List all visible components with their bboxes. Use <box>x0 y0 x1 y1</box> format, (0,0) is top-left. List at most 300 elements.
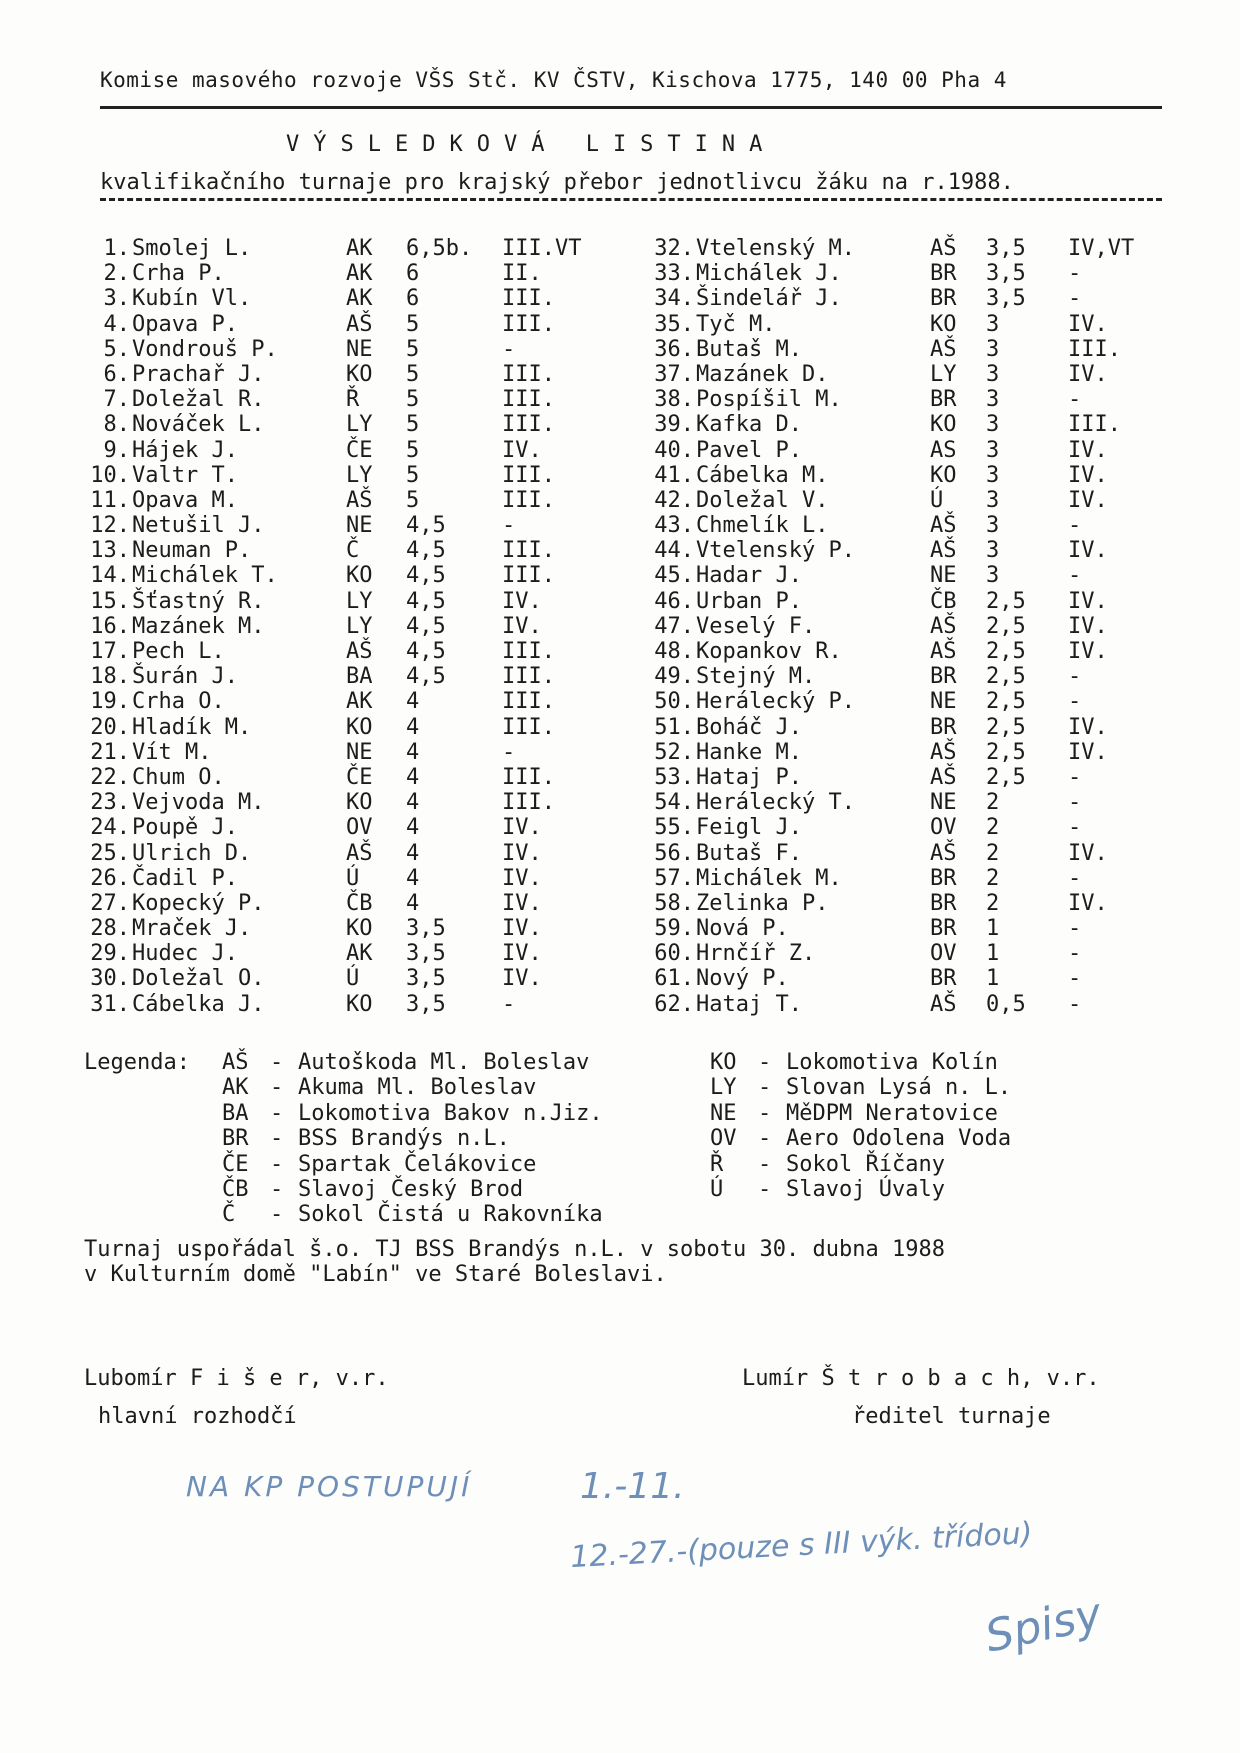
class: III. <box>502 639 555 664</box>
rank: 8. <box>103 412 130 438</box>
player-name: Cábelka J. <box>132 991 265 1017</box>
document-title: VÝSLEDKOVÁ LISTINA <box>286 132 777 157</box>
club-code: AK <box>346 261 373 287</box>
player-name: Prachař J. <box>132 361 265 387</box>
player-name: Šurán J. <box>132 664 238 690</box>
legend-text: Lokomotiva Bakov n.Jiz. <box>298 1100 603 1126</box>
points: 4,5 <box>406 613 446 639</box>
player-name: Opava P. <box>132 311 238 337</box>
rank: 4. <box>103 311 130 337</box>
legend-dash: - <box>270 1126 284 1152</box>
document-subtitle: kvalifikačního turnaje pro krajský přebor jednotlivcu žáku na r.1988. <box>100 170 1014 195</box>
legend-dash: - <box>270 1075 284 1101</box>
points: 3 <box>986 361 1000 387</box>
points: 4 <box>406 764 420 790</box>
club-code: KO <box>930 462 957 488</box>
club-code: LY <box>930 361 957 387</box>
points: 4 <box>406 840 420 866</box>
rank: 60. <box>654 941 694 967</box>
club-code: Č <box>346 538 360 564</box>
legend-code: NE <box>710 1100 737 1126</box>
handwritten-note-b: 1.-11. <box>580 1466 685 1507</box>
player-name: Hladík M. <box>132 714 252 740</box>
points: 3 <box>986 487 1000 513</box>
club-code: LY <box>346 613 373 639</box>
points: 4 <box>406 790 420 816</box>
rank: 16. <box>90 613 130 639</box>
player-name: Vejvoda M. <box>132 790 265 816</box>
class: III. <box>502 487 555 513</box>
club-code: NE <box>346 513 373 539</box>
club-code: ČB <box>346 890 373 916</box>
points: 3,5 <box>986 286 1026 312</box>
class: IV. <box>502 916 542 942</box>
club-code: KO <box>346 361 373 387</box>
class: - <box>1068 764 1082 790</box>
class: III. <box>1068 336 1121 362</box>
points: 3,5 <box>406 916 446 942</box>
signature-left-role: hlavní rozhodčí <box>98 1404 297 1429</box>
player-name: Mraček J. <box>132 916 252 942</box>
rank: 12. <box>90 513 130 539</box>
class: III. <box>502 538 555 564</box>
player-name: Michálek M. <box>696 865 842 891</box>
class: III. <box>1068 412 1121 438</box>
points: 4 <box>406 890 420 916</box>
rank: 57. <box>654 865 694 891</box>
club-code: AŠ <box>346 487 373 513</box>
rank: 52. <box>654 739 694 765</box>
points: 4 <box>406 739 420 765</box>
player-name: Tyč M. <box>696 311 776 337</box>
player-name: Crha O. <box>132 689 225 715</box>
legend-code: AŠ <box>222 1050 249 1075</box>
class: - <box>1068 966 1082 992</box>
rank: 46. <box>654 588 694 614</box>
rank: 25. <box>90 840 130 866</box>
points: 5 <box>406 336 420 362</box>
points: 1 <box>986 941 1000 967</box>
rank: 47. <box>654 613 694 639</box>
legend-code: AK <box>222 1075 249 1101</box>
class: III. <box>502 563 555 589</box>
points: 1 <box>986 966 1000 992</box>
rank: 2. <box>103 261 130 287</box>
class: - <box>502 513 516 539</box>
points: 6,5b. <box>406 236 473 261</box>
legend-code: OV <box>710 1126 737 1152</box>
rank: 26. <box>90 865 130 891</box>
club-code: AŠ <box>930 513 957 539</box>
class: - <box>1068 261 1082 287</box>
points: 6 <box>406 286 420 312</box>
club-code: BR <box>930 387 957 413</box>
class: IV. <box>502 865 542 891</box>
player-name: Vít M. <box>132 739 212 765</box>
points: 4 <box>406 714 420 740</box>
player-name: Boháč J. <box>696 714 802 740</box>
class: IV. <box>502 890 542 916</box>
rank: 50. <box>654 689 694 715</box>
points: 3,5 <box>406 966 446 992</box>
points: 5 <box>406 412 420 438</box>
rank: 33. <box>654 261 694 287</box>
class: III. <box>502 462 555 488</box>
rank: 19. <box>90 689 130 715</box>
legend-text: Akuma Ml. Boleslav <box>298 1075 537 1101</box>
player-name: Hataj P. <box>696 764 802 790</box>
club-code: BR <box>930 664 957 690</box>
class: IV. <box>502 941 542 967</box>
class: - <box>502 739 516 765</box>
class: IV. <box>1068 639 1108 664</box>
legend-dash: - <box>270 1202 284 1228</box>
club-code: Ú <box>346 966 360 992</box>
points: 3 <box>986 311 1000 337</box>
player-name: Stejný M. <box>696 664 816 690</box>
player-name: Smolej L. <box>132 236 252 261</box>
player-name: Pavel P. <box>696 437 802 463</box>
points: 2,5 <box>986 664 1026 690</box>
rank: 30. <box>90 966 130 992</box>
club-code: NE <box>930 689 957 715</box>
player-name: Vondrouš P. <box>132 336 278 362</box>
legend-text: Sokol Říčany <box>786 1151 945 1177</box>
legend-label: Legenda: <box>84 1050 190 1075</box>
rank: 53. <box>654 764 694 790</box>
points: 5 <box>406 361 420 387</box>
legend-text: MěDPM Neratovice <box>786 1100 998 1126</box>
club-code: AŠ <box>930 739 957 765</box>
dashed-rule <box>100 198 1162 201</box>
player-name: Šindelář J. <box>696 286 842 312</box>
club-code: LY <box>346 462 373 488</box>
player-name: Neuman P. <box>132 538 252 564</box>
class: - <box>1068 865 1082 891</box>
rank: 38. <box>654 387 694 413</box>
points: 4 <box>406 815 420 841</box>
player-name: Veselý F. <box>696 613 816 639</box>
rank: 14. <box>90 563 130 589</box>
points: 2 <box>986 815 1000 841</box>
player-name: Chmelík L. <box>696 513 829 539</box>
rank: 7. <box>103 387 130 413</box>
header-rule <box>100 106 1162 109</box>
rank: 39. <box>654 412 694 438</box>
points: 5 <box>406 437 420 463</box>
rank: 22. <box>90 764 130 790</box>
rank: 45. <box>654 563 694 589</box>
points: 3 <box>986 563 1000 589</box>
points: 0,5 <box>986 991 1026 1017</box>
class: IV. <box>502 966 542 992</box>
rank: 43. <box>654 513 694 539</box>
player-name: Kopankov R. <box>696 639 842 664</box>
rank: 32. <box>654 236 694 261</box>
class: - <box>1068 387 1082 413</box>
legend-code: LY <box>710 1075 737 1101</box>
club-code: KO <box>930 412 957 438</box>
player-name: Kopecký P. <box>132 890 265 916</box>
legend-dash: - <box>758 1100 772 1126</box>
legend-text: Slovan Lysá n. L. <box>786 1075 1012 1101</box>
club-code: NE <box>346 336 373 362</box>
points: 2 <box>986 865 1000 891</box>
club-code: ČE <box>346 764 373 790</box>
class: IV. <box>502 437 542 463</box>
player-name: Crha P. <box>132 261 225 287</box>
class: IV. <box>1068 487 1108 513</box>
player-name: Pospíšil M. <box>696 387 842 413</box>
rank: 15. <box>90 588 130 614</box>
legend-code: Č <box>222 1202 236 1228</box>
club-code: AŠ <box>930 639 957 664</box>
points: 4,5 <box>406 538 446 564</box>
legend-dash: - <box>758 1050 772 1075</box>
points: 3 <box>986 336 1000 362</box>
rank: 28. <box>90 916 130 942</box>
header-address: Komise masového rozvoje VŠS Stč. KV ČSTV, Kischova 1775, 140 00 Pha 4 <box>100 68 1007 92</box>
class: IV. <box>1068 739 1108 765</box>
player-name: Vtelenský M. <box>696 236 855 261</box>
rank: 27. <box>90 890 130 916</box>
club-code: AŠ <box>346 840 373 866</box>
rank: 56. <box>654 840 694 866</box>
rank: 58. <box>654 890 694 916</box>
class: IV. <box>1068 714 1108 740</box>
rank: 3. <box>103 286 130 312</box>
club-code: NE <box>930 790 957 816</box>
class: IV. <box>1068 361 1108 387</box>
club-code: KO <box>346 790 373 816</box>
rank: 40. <box>654 437 694 463</box>
rank: 51. <box>654 714 694 740</box>
club-code: AŠ <box>930 236 957 261</box>
legend-text: Aero Odolena Voda <box>786 1126 1012 1152</box>
legend-text: Lokomotiva Kolín <box>786 1050 998 1075</box>
points: 6 <box>406 261 420 287</box>
note-line-1: Turnaj uspořádal š.o. TJ BSS Brandýs n.L. v sobotu 30. dubna 1988 <box>84 1237 945 1262</box>
points: 2 <box>986 890 1000 916</box>
class: III. <box>502 286 555 312</box>
points: 5 <box>406 311 420 337</box>
rank: 61. <box>654 966 694 992</box>
points: 4,5 <box>406 563 446 589</box>
rank: 18. <box>90 664 130 690</box>
legend-code: ČB <box>222 1176 249 1202</box>
club-code: AK <box>346 689 373 715</box>
club-code: AŠ <box>930 336 957 362</box>
points: 3 <box>986 538 1000 564</box>
class: III.VT <box>502 236 582 261</box>
rank: 24. <box>90 815 130 841</box>
club-code: AŠ <box>346 311 373 337</box>
class: IV. <box>1068 613 1108 639</box>
class: III. <box>502 361 555 387</box>
player-name: Mazánek D. <box>696 361 829 387</box>
points: 3 <box>986 462 1000 488</box>
player-name: Butaš F. <box>696 840 802 866</box>
class: III. <box>502 714 555 740</box>
class: IV. <box>1068 437 1108 463</box>
club-code: AŠ <box>930 538 957 564</box>
rank: 17. <box>90 639 130 664</box>
player-name: Hanke M. <box>696 739 802 765</box>
handwritten-note-line2: 12.-27.-(pouze s III výk. třídou) <box>569 1515 1034 1576</box>
rank: 55. <box>654 815 694 841</box>
legend-dash: - <box>758 1126 772 1152</box>
club-code: BA <box>346 664 373 690</box>
club-code: AŠ <box>930 991 957 1017</box>
player-name: Doležal O. <box>132 966 265 992</box>
points: 2 <box>986 840 1000 866</box>
club-code: LY <box>346 412 373 438</box>
rank: 59. <box>654 916 694 942</box>
class: - <box>502 991 516 1017</box>
rank: 1. <box>103 236 130 261</box>
club-code: AS <box>930 437 957 463</box>
rank: 36. <box>654 336 694 362</box>
player-name: Valtr T. <box>132 462 238 488</box>
legend-code: ČE <box>222 1151 249 1177</box>
legend-code: BA <box>222 1100 249 1126</box>
points: 3,5 <box>406 991 446 1017</box>
rank: 20. <box>90 714 130 740</box>
player-name: Nová P. <box>696 916 789 942</box>
rank: 44. <box>654 538 694 564</box>
club-code: LY <box>346 588 373 614</box>
player-name: Zelinka P. <box>696 890 829 916</box>
points: 2,5 <box>986 588 1026 614</box>
class: IV. <box>1068 890 1108 916</box>
class: III. <box>502 764 555 790</box>
class: - <box>1068 689 1082 715</box>
legend-dash: - <box>270 1176 284 1202</box>
club-code: OV <box>930 941 957 967</box>
points: 1 <box>986 916 1000 942</box>
points: 4,5 <box>406 639 446 664</box>
points: 2,5 <box>986 764 1026 790</box>
player-name: Michálek T. <box>132 563 278 589</box>
club-code: ČB <box>930 588 957 614</box>
class: IV. <box>502 588 542 614</box>
player-name: Doležal V. <box>696 487 829 513</box>
club-code: AK <box>346 236 373 261</box>
club-code: Ú <box>930 487 944 513</box>
club-code: AŠ <box>930 613 957 639</box>
tournament-note <box>84 1237 945 1287</box>
player-name: Urban P. <box>696 588 802 614</box>
legend-text: Sokol Čistá u Rakovníka <box>298 1202 603 1228</box>
points: 5 <box>406 487 420 513</box>
signature-right-name: Lumír Š t r o b a c h, v.r. <box>742 1366 1100 1391</box>
rank: 11. <box>90 487 130 513</box>
rank: 48. <box>654 639 694 664</box>
player-name: Opava M. <box>132 487 238 513</box>
points: 5 <box>406 462 420 488</box>
club-code: AK <box>346 941 373 967</box>
player-name: Ulrich D. <box>132 840 252 866</box>
rank: 23. <box>90 790 130 816</box>
club-code: OV <box>930 815 957 841</box>
player-name: Herálecký P. <box>696 689 855 715</box>
legend-code: BR <box>222 1126 249 1152</box>
rank: 42. <box>654 487 694 513</box>
class: IV. <box>1068 840 1108 866</box>
club-code: AŠ <box>930 840 957 866</box>
legend-text: BSS Brandýs n.L. <box>298 1126 510 1152</box>
rank: 62. <box>654 991 694 1017</box>
rank: 54. <box>654 790 694 816</box>
rank: 10. <box>90 462 130 488</box>
club-code: BR <box>930 286 957 312</box>
class: III. <box>502 387 555 413</box>
class: III. <box>502 689 555 715</box>
player-name: Netušil J. <box>132 513 265 539</box>
club-code: KO <box>346 916 373 942</box>
points: 3 <box>986 387 1000 413</box>
rank: 5. <box>103 336 130 362</box>
handwritten-signature: Spisy <box>980 1588 1107 1663</box>
player-name: Hadar J. <box>696 563 802 589</box>
rank: 6. <box>103 361 130 387</box>
legend-dash: - <box>758 1176 772 1202</box>
class: IV,VT <box>1068 236 1135 261</box>
club-code: BR <box>930 966 957 992</box>
club-code: ČE <box>346 437 373 463</box>
class: IV. <box>1068 588 1108 614</box>
class: - <box>502 336 516 362</box>
class: III. <box>502 664 555 690</box>
player-name: Herálecký T. <box>696 790 855 816</box>
rank: 9. <box>103 437 130 463</box>
legend-dash: - <box>758 1151 772 1177</box>
legend-dash: - <box>270 1151 284 1177</box>
club-code: Ř <box>346 387 360 413</box>
legend-code: Ú <box>710 1176 724 1202</box>
class: IV. <box>1068 311 1108 337</box>
class: IV. <box>1068 462 1108 488</box>
rank: 41. <box>654 462 694 488</box>
points: 5 <box>406 387 420 413</box>
class: - <box>1068 563 1082 589</box>
club-code: NE <box>930 563 957 589</box>
club-code: KO <box>346 714 373 740</box>
points: 2,5 <box>986 739 1026 765</box>
player-name: Hudec J. <box>132 941 238 967</box>
points: 3 <box>986 437 1000 463</box>
points: 2,5 <box>986 639 1026 664</box>
rank: 35. <box>654 311 694 337</box>
points: 4 <box>406 689 420 715</box>
class: - <box>1068 513 1082 539</box>
rank: 49. <box>654 664 694 690</box>
player-name: Poupě J. <box>132 815 238 841</box>
class: - <box>1068 664 1082 690</box>
points: 3,5 <box>406 941 446 967</box>
legend-dash: - <box>270 1050 284 1075</box>
rank: 34. <box>654 286 694 312</box>
class: III. <box>502 311 555 337</box>
class: - <box>1068 790 1082 816</box>
points: 2,5 <box>986 714 1026 740</box>
player-name: Chum O. <box>132 764 225 790</box>
class: - <box>1068 916 1082 942</box>
player-name: Doležal R. <box>132 387 265 413</box>
class: IV. <box>502 840 542 866</box>
handwritten-note-a: NA KP POSTUPUJÍ <box>186 1470 473 1503</box>
player-name: Hrnčíř Z. <box>696 941 816 967</box>
